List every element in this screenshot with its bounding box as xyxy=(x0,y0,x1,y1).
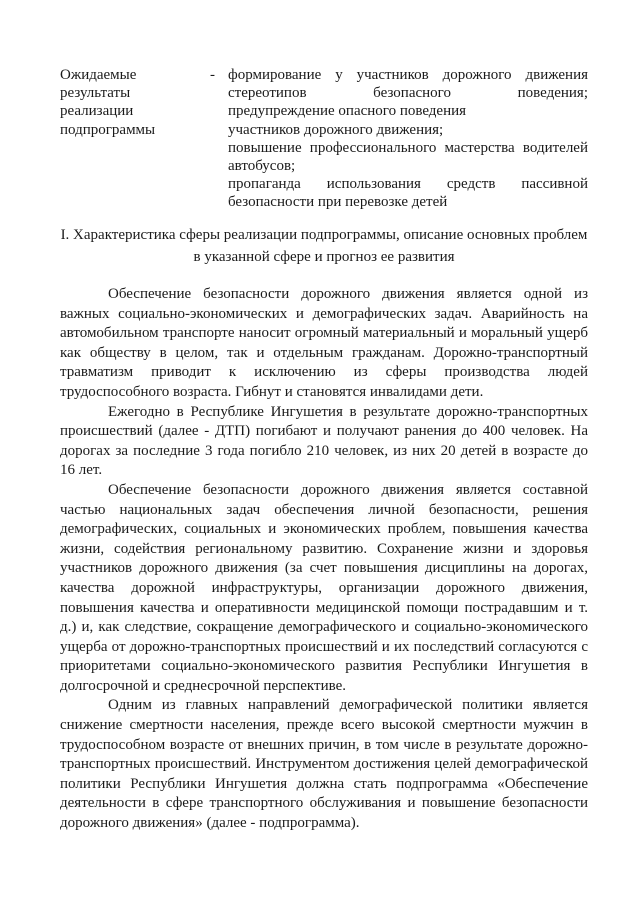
paragraph: Ежегодно в Республике Ингушетия в результате дорожно-транспортных происшествий (далее - ДТП) погибают и получают ранения до 400 человек. На дорогах за последние 3 года погибло 210 человек, из них 20 детей в возрасте до 16 лет. xyxy=(60,403,588,479)
result-item: предупреждение опасного поведения xyxy=(228,103,467,120)
result-item: формирование у участников дорожного движения стереотипов безопасного поведения; xyxy=(228,67,588,102)
result-item: повышение профессионального мастерства водителей автобусов; xyxy=(228,139,588,175)
expected-results-items xyxy=(228,66,588,212)
paragraph: Обеспечение безопасности дорожного движения является составной частью национальных задач обеспечения личной безопасности, решения демографических, социальных и экономических проблем, повышения качества жизни, содействия региональному развитию. Сохранение жизни и здоровья участников дорожного движения (за счет повышения дисциплины на дорогах, качества дорожной инфраструктуры, организации дорожного движения, повышения качества и оперативности медицинской помощи пострадавшим и т. д.) и, как следствие, сокращение демографического и социально-экономического ущерба от дорожно-транспортных происшествий и их последствий согласуются с приоритетами социально-экономического развития Республики Ингушетия в долгосрочной и среднесрочной перспективе. xyxy=(60,481,588,694)
results-dash: - xyxy=(210,67,215,83)
section-title: I. Характеристика сферы реализации подпрограммы, описание основных проблем в указанной сфере и прогноз ее развития xyxy=(60,227,588,265)
result-item: участников дорожного движения; xyxy=(228,121,444,138)
paragraph: Обеспечение безопасности дорожного движения является одной из важных социально-экономических и демографических задач. Аварийность на автомобильном транспорте наносит огромный материальный и моральный ущерб как обществу в целом, так и отдельным гражданам. Дорожно-транспортный травматизм приводит к исключению из сферы производства людей трудоспособного возраста. Гибнут и становятся инвалидами дети. xyxy=(60,286,588,400)
section-body xyxy=(60,285,588,834)
paragraph: Одним из главных направлений демографической политики является снижение смертности населения, прежде всего высокой смертности мужчин в трудоспособном возрасте от внешних причин, в том числе в результате дорожно-транспортных происшествий. Инструментом достижения целей демографической политики Республики Ингушетия должна стать подпрограмма «Обеспечение деятельности в сфере транспортного обслуживания и повышение безопасности дорожного движения» (далее - подпрограмма). xyxy=(60,697,588,832)
result-item: пропаганда использования средств пассивной безопасности при перевозке детей xyxy=(228,176,588,211)
expected-results-block xyxy=(60,66,588,212)
expected-results-label: Ожидаемые результаты реализации подпрограммы xyxy=(60,67,156,138)
